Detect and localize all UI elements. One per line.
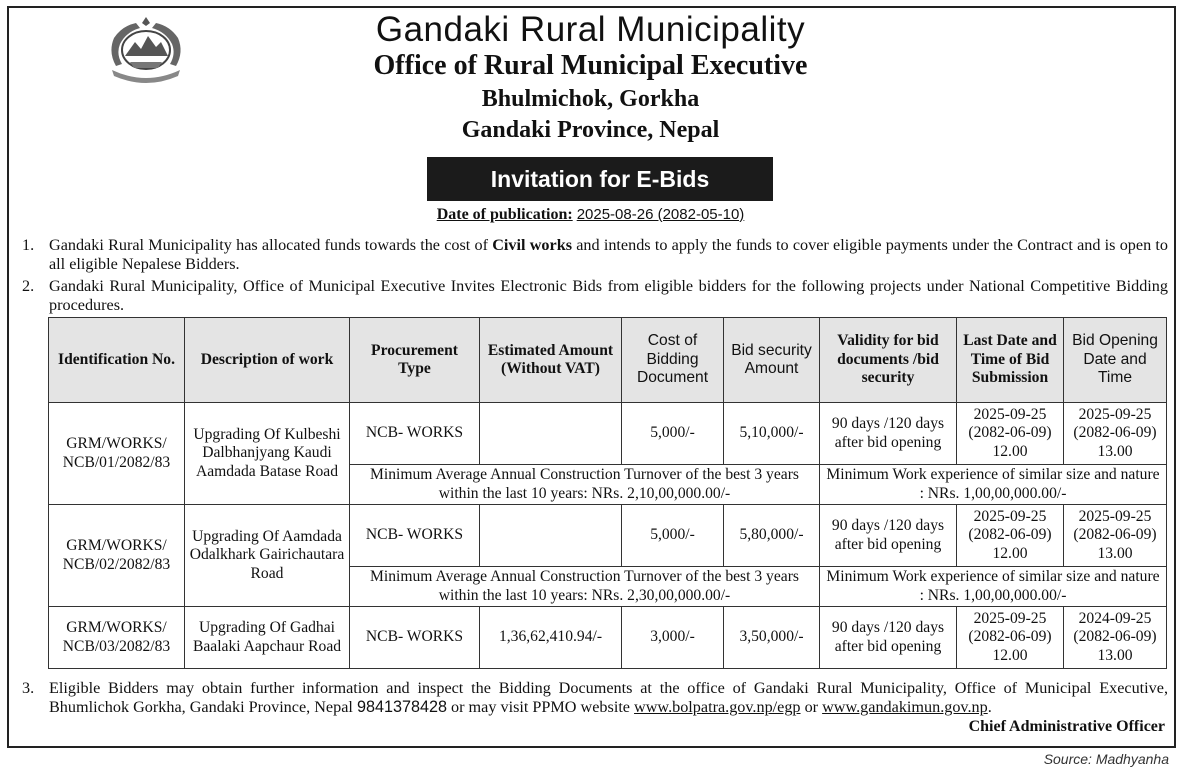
paragraph-number: 3. (22, 679, 35, 697)
office-address: Bhulmichok, Gorkha (481, 86, 700, 112)
notice-title: Invitation for E-Bids (427, 157, 773, 201)
municipality-website-link[interactable]: www.gandakimun.gov.np (822, 698, 988, 716)
bids-table (48, 317, 1167, 669)
province-name: Gandaki Province, Nepal (461, 117, 720, 143)
cell-id: GRM/WORKS/ NCB/03/2082/83 (49, 607, 185, 669)
cell-turnover: Minimum Average Annual Construction Turnover of the best 3 years within the last 10 years: NRs. 2,30,00,000.00/- (350, 567, 820, 607)
source-credit: Source: Madhyanha (1043, 751, 1169, 767)
cell-opening: 2025-09-25 (2082-06-09) 13.00 (1064, 505, 1167, 567)
ppmo-website-link[interactable]: www.bolpatra.gov.np/egp (634, 698, 801, 716)
col-identification: Identification No. (49, 318, 185, 403)
contact-phone: 9841378428 (356, 698, 447, 716)
cell-description: Upgrading Of Aamdada Odalkhark Gairichautara Road (185, 505, 350, 607)
col-estimated-amount: Estimated Amount (Without VAT) (480, 318, 622, 403)
cell-validity: 90 days /120 days after bid opening (820, 505, 957, 567)
publication-date-line (0, 206, 1181, 224)
cell-amount: 1,36,62,410.94/- (480, 607, 622, 669)
table-header-row (49, 318, 1167, 403)
cell-amount (480, 403, 622, 465)
cell-submission: 2025-09-25 (2082-06-09) 12.00 (957, 403, 1064, 465)
cell-security: 5,10,000/- (724, 403, 820, 465)
paragraph-3: 3. Eligible Bidders may obtain further information and inspect the Bidding Documents at the office of Gandaki Rural Municipality, Office of Municipal Executive, Bhumlichok Gorkha, Gandaki Province, Nepal 9841378428 or may visit PPMO website www.bolpatra.gov.np/egp or www.gandakimun.gov.np. (22, 679, 1168, 716)
col-validity: Validity for bid documents /bid security (820, 318, 957, 403)
signatory: Chief Administrative Officer (968, 718, 1165, 735)
cell-type: NCB- WORKS (350, 403, 480, 465)
cell-submission: 2025-09-25 (2082-06-09) 12.00 (957, 607, 1064, 669)
paragraph-2: 2. Gandaki Rural Municipality, Office of Municipal Executive Invites Electronic Bids from eligible bidders for the following projects under National Competitive Bidding procedures. (22, 277, 1168, 314)
cell-validity: 90 days /120 days after bid opening (820, 607, 957, 669)
cell-doc-cost: 5,000/- (622, 505, 724, 567)
paragraph-1: 1. Gandaki Rural Municipality has allocated funds towards the cost of Civil works and intends to apply the funds to cover eligible payments under the Contract and is open to all eligible Nepalese Bidders. (22, 236, 1168, 273)
cell-doc-cost: 3,000/- (622, 607, 724, 669)
office-name: Office of Rural Municipal Executive (373, 50, 808, 81)
table-row (49, 505, 1167, 567)
municipality-name: Gandaki Rural Municipality (375, 10, 806, 49)
cell-id: GRM/WORKS/ NCB/02/2082/83 (49, 505, 185, 607)
col-opening: Bid Opening Date and Time (1064, 318, 1167, 403)
paragraph-number: 2. (22, 277, 35, 295)
table-row (49, 607, 1167, 669)
publication-date: 2025-08-26 (2082-05-10) (576, 206, 745, 223)
cell-opening: 2024-09-25 (2082-06-09) 13.00 (1064, 607, 1167, 669)
col-description: Description of work (185, 318, 350, 403)
col-procurement-type: Procurement Type (350, 318, 480, 403)
cell-security: 5,80,000/- (724, 505, 820, 567)
col-submission: Last Date and Time of Bid Submission (957, 318, 1064, 403)
civil-works-term: Civil works (492, 236, 573, 254)
paragraph-number: 1. (22, 236, 35, 254)
cell-doc-cost: 5,000/- (622, 403, 724, 465)
cell-experience: Minimum Work experience of similar size and nature : NRs. 1,00,00,000.00/- (820, 567, 1167, 607)
cell-amount (480, 505, 622, 567)
cell-description: Upgrading Of Gadhai Baalaki Aapchaur Road (185, 607, 350, 669)
cell-opening: 2025-09-25 (2082-06-09) 13.00 (1064, 403, 1167, 465)
cell-turnover: Minimum Average Annual Construction Turnover of the best 3 years within the last 10 years: NRs. 2,10,00,000.00/- (350, 465, 820, 505)
cell-description: Upgrading Of Kulbeshi Dalbhanjyang Kaudi Aamdada Batase Road (185, 403, 350, 505)
col-document-cost: Cost of Bidding Document (622, 318, 724, 403)
publication-label: Date of publication: (436, 206, 573, 223)
col-bid-security: Bid security Amount (724, 318, 820, 403)
table-row (49, 403, 1167, 465)
cell-type: NCB- WORKS (350, 505, 480, 567)
cell-id: GRM/WORKS/ NCB/01/2082/83 (49, 403, 185, 505)
cell-validity: 90 days /120 days after bid opening (820, 403, 957, 465)
cell-type: NCB- WORKS (350, 607, 480, 669)
cell-security: 3,50,000/- (724, 607, 820, 669)
cell-experience: Minimum Work experience of similar size and nature : NRs. 1,00,00,000.00/- (820, 465, 1167, 505)
cell-submission: 2025-09-25 (2082-06-09) 12.00 (957, 505, 1064, 567)
